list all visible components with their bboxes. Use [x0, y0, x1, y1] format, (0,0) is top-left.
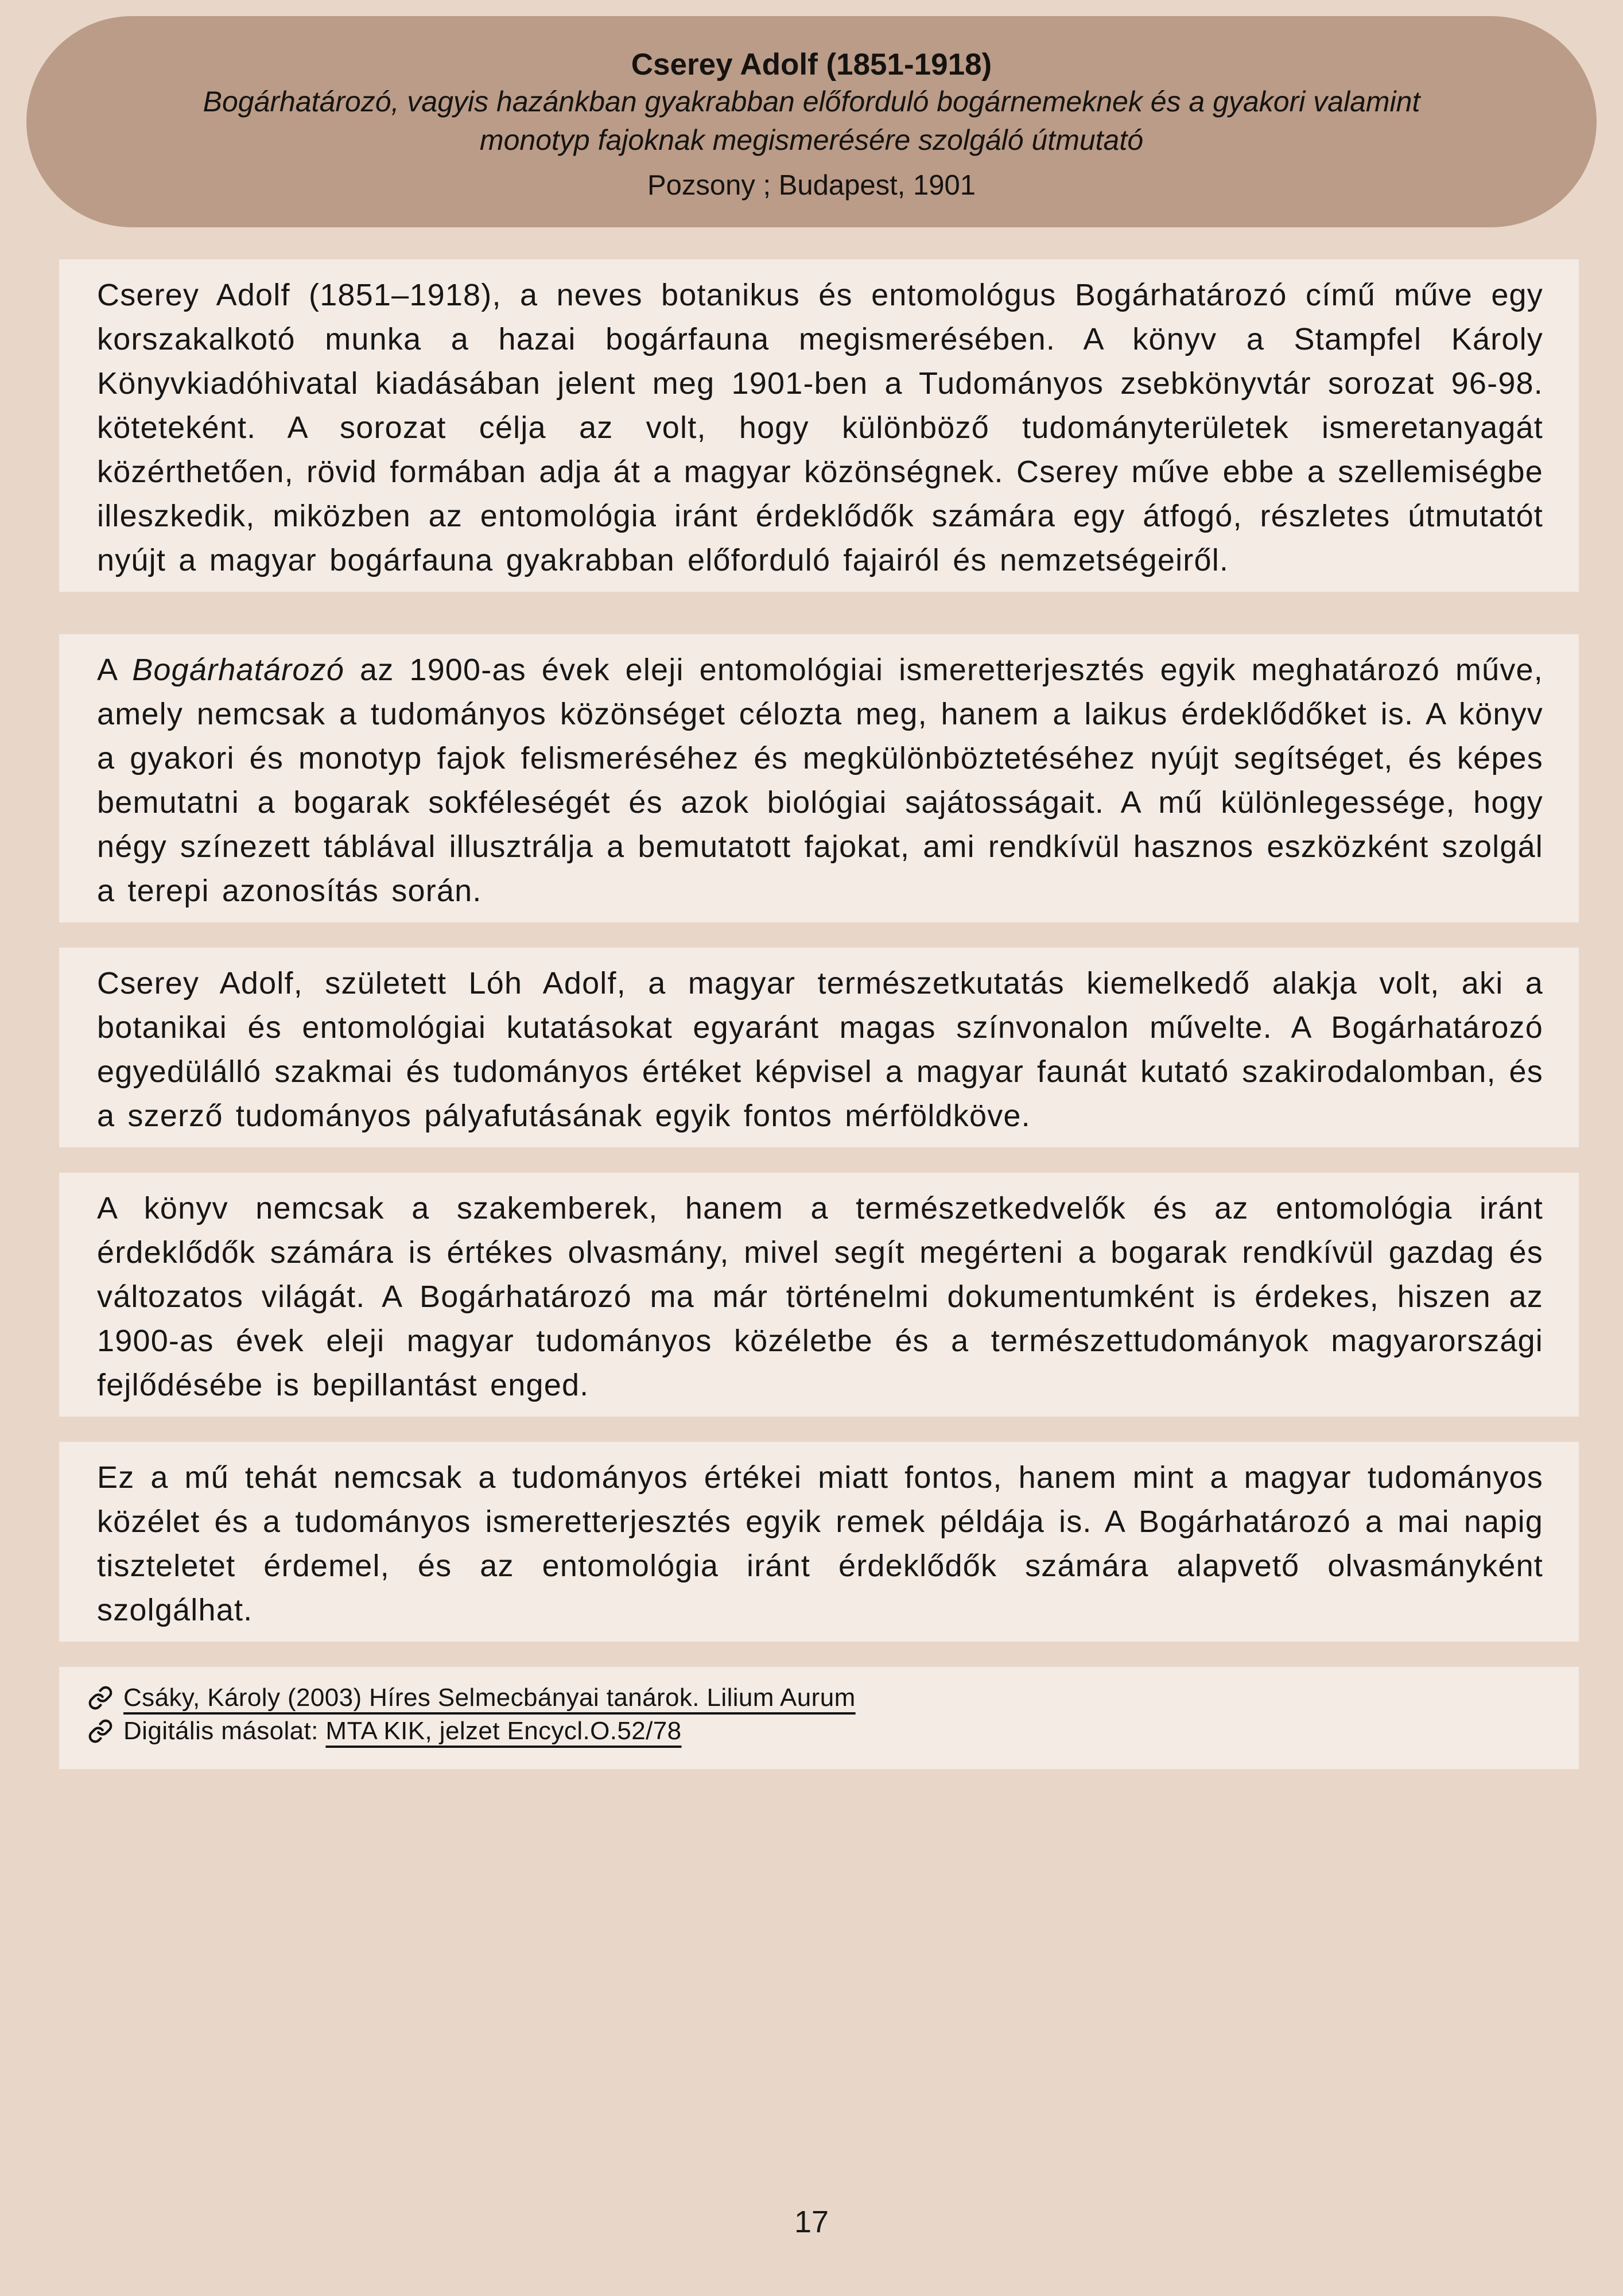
link-icon	[88, 1685, 113, 1711]
paragraph-segment: A	[97, 653, 133, 687]
reference-row	[88, 1682, 1543, 1714]
paragraph-segment: A könyv nemcsak a szakemberek, hanem a természetkedvelők és az entomológia iránt érdeklődők számára is értékes olvasmány, mivel segít megérteni a bogarak rendkívül gazdag és változatos világát. A Bogárhatározó ma már történelmi dokumentumként is érdekes, hiszen az 1900-as évek eleji magyar tudományos közéletbe és a természettudományok magyarországi fejlődésébe is bepillantást enged.	[97, 1191, 1543, 1402]
reference-row	[88, 1715, 1543, 1747]
paragraph-segment: Bogárhatározó	[132, 653, 345, 687]
paragraph-box	[59, 634, 1579, 922]
banner-imprint: Pozsony ; Budapest, 1901	[647, 170, 976, 201]
paragraph-segment: az 1900-as évek eleji entomológiai ismeretterjesztés egyik meghatározó műve, amely nemcsak a tudományos közönséget célozta meg, hanem a laikus érdeklődőket is. A könyv a gyakori és monotyp fajok felismeréséhez és megkülönböztetéséhez nyújt segítséget, és képes bemutatni a bogarak sokféleségét és azok biológiai sajátosságait. A mű különlegessége, hogy négy színezett táblával illusztrálja a bemutatott fajokat, ami rendkívül hasznos eszközként szolgál a terepi azonosítás során.	[97, 653, 1543, 908]
paragraph-box	[59, 948, 1579, 1147]
reference-text	[123, 1682, 856, 1714]
paragraph-segment: Cserey Adolf, született Lóh Adolf, a magyar természetkutatás kiemelkedő alakja volt, aki a botanikai és entomológiai kutatásokat egyaránt magas színvonalon művelte. A Bogárhatározó egyedülálló szakmai és tudományos értéket képvisel a magyar faunát kutató szakirodalomban, és a szerző tudományos pályafutásának egyik fontos mérföldköve.	[97, 966, 1543, 1133]
content	[59, 259, 1579, 1769]
paragraph-segment: Cserey Adolf (1851–1918), a neves botanikus és entomológus Bogárhatározó című műve egy korszakalkotó munka a hazai bogárfauna megismerésében. A könyv a Stampfel Károly Könyvkiadóhivatal kiadásában jelent meg 1901-ben a Tudományos zsebkönyvtár sorozat 96-98. köteteként. A sorozat célja az volt, hogy különböző tudományterületek ismeretanyagát közérthetően, rövid formában adja át a magyar közönségnek. Cserey műve ebbe a szellemiségbe illeszkedik, miközben az entomológia iránt érdeklődők számára egy átfogó, részletes útmutatót nyújt a magyar bogárfauna gyakrabban előforduló fajairól és nemzetségeiről.	[97, 278, 1543, 577]
paragraph-box	[59, 1173, 1579, 1417]
banner-title: Cserey Adolf (1851-1918)	[631, 48, 992, 82]
paragraph-box	[59, 1442, 1579, 1642]
reference-link[interactable]: MTA KIK, jelzet Encycl.O.52/78	[325, 1717, 682, 1745]
page-number: 17	[794, 2205, 829, 2239]
reference-prefix: Digitális másolat:	[123, 1717, 326, 1745]
reference-text	[123, 1715, 681, 1747]
banner-subtitle-line-2: monotyp fajoknak megismerésére szolgáló útmutató	[479, 124, 1144, 156]
paragraph-text	[97, 961, 1543, 1138]
banner-subtitle-line-1: Bogárhatározó, vagyis hazánkban gyakrabban előforduló bogárnemeknek és a gyakori valamint	[203, 86, 1420, 118]
paragraph-box	[59, 259, 1579, 592]
reference-link[interactable]: Csáky, Károly (2003) Híres Selmecbányai tanárok. Lilium Aurum	[123, 1684, 856, 1712]
paragraph-text	[97, 1456, 1543, 1632]
link-icon	[88, 1719, 113, 1744]
paragraph-text	[97, 273, 1543, 583]
paragraph-text	[97, 1186, 1543, 1407]
paragraph-text	[97, 648, 1543, 913]
title-banner	[26, 16, 1597, 227]
paragraph-segment: Ez a mű tehát nemcsak a tudományos értékei miatt fontos, hanem mint a magyar tudományos közélet és a tudományos ismeretterjesztés egyik remek példája is. A Bogárhatározó a mai napig tiszteletet érdemel, és az entomológia iránt érdeklődők számára alapvető olvasmányként szolgálhat.	[97, 1460, 1543, 1627]
references-box	[59, 1667, 1579, 1769]
